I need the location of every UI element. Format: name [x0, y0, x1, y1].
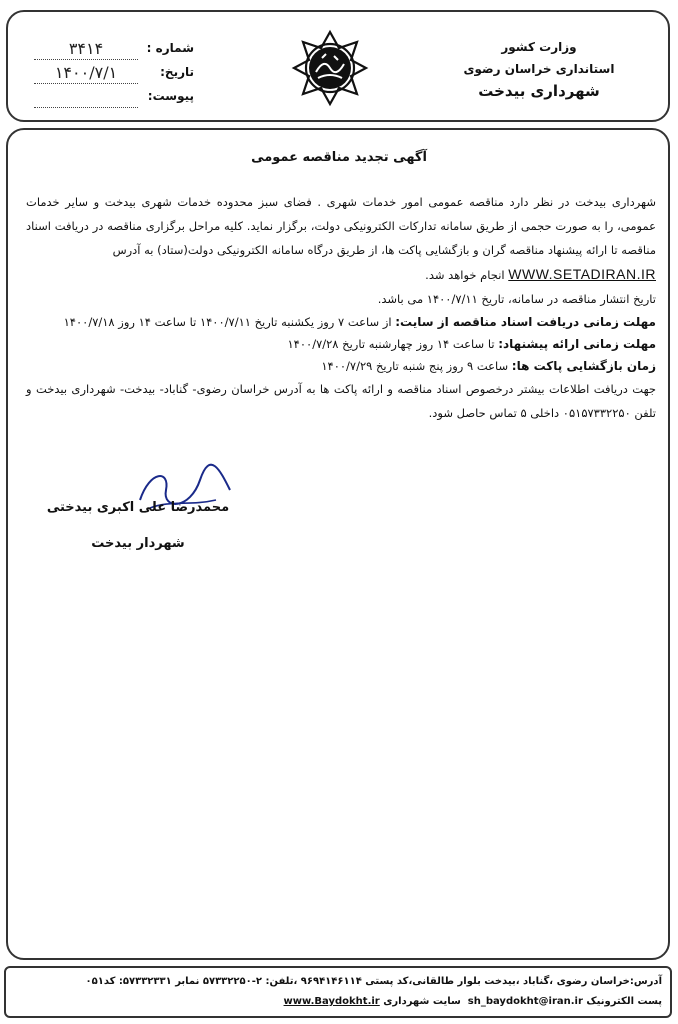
document-body	[26, 190, 656, 425]
footer-contacts	[16, 992, 662, 1012]
schedule-documents	[26, 311, 656, 333]
municipality-name: شهرداری بیدخت	[478, 82, 600, 100]
schedule-opening	[26, 355, 656, 377]
ministry-name: وزارت کشور	[501, 40, 577, 54]
number-row	[34, 36, 194, 60]
date-label: تاریخ:	[160, 65, 194, 79]
footer-address: آدرس:خراسان رضوی ،گناباد ،بیدخت بلوار طالقانی،کد پستی ۹۶۹۴۱۴۶۱۱۴ ،تلفن: ۲-۵۷۳۳۲۲۵۰ نمابر ۵۷۳۳۲۳۳۱: کد۰۵۱	[85, 976, 662, 987]
date-value: ۱۴۰۰/۷/۱	[34, 63, 138, 84]
schedule-proposal	[26, 333, 656, 355]
signer-role: شهردار بیدخت	[91, 536, 185, 551]
footer-site-link[interactable]: www.Baydokht.ir	[283, 996, 380, 1007]
intro-end: انجام خواهد شد.	[425, 268, 505, 282]
municipality-emblem-icon	[290, 28, 370, 108]
signer-name: محمدرضا علی اکبری بیدختی	[46, 500, 230, 515]
number-value: ۳۴۱۴	[34, 39, 138, 60]
schedule	[26, 311, 656, 377]
footer-site-label: سایت شهرداری	[383, 996, 461, 1007]
schedule-proposal-label: مهلت زمانی ارائه پیشنهاد:	[498, 337, 656, 351]
document-title: آگهی تجدید مناقصه عمومی	[251, 150, 427, 165]
attachment-label: پیوست:	[147, 89, 194, 103]
paragraph-publish-date: تاریخ انتشار مناقصه در سامانه، تاریخ ۱۴۰۰/۷/۱۱ می باشد.	[377, 292, 656, 306]
governorate-name: استانداری خراسان رضوی	[463, 62, 615, 76]
number-label: شماره :	[146, 41, 194, 55]
schedule-proposal-text: تا ساعت ۱۴ روز چهارشنبه تاریخ ۱۴۰۰/۷/۲۸	[287, 337, 495, 351]
date-row	[34, 60, 194, 84]
attachment-value	[34, 87, 138, 108]
setad-site-link[interactable]: WWW.SETADIRAN.IR	[508, 266, 656, 282]
signature-block	[38, 490, 238, 562]
footer-email-label: پست الکترونیک	[586, 996, 662, 1007]
schedule-documents-text: از ساعت ۷ روز یکشنبه تاریخ ۱۴۰۰/۷/۱۱ تا ساعت ۱۴ روز ۱۴۰۰/۷/۱۸	[63, 315, 392, 329]
paragraph-contact: جهت دریافت اطلاعات بیشتر درخصوص اسناد مناقصه و ارائه پاکت ها به آدرس خراسان رضوی- گناباد- بیدخت- شهرداری بیدخت و تلفن ۰۵۱۵۷۳۳۲۲۵۰ داخلی ۵ تماس حاصل شود.	[26, 382, 656, 420]
ministry-block	[444, 36, 634, 102]
intro-text: شهرداری بیدخت در نظر دارد مناقصه عمومی امور خدمات شهری . فضای سبز محدوده خدمات شهری بیدخت و سایر خدمات عمومی، را به صورت حجمی از طریق سامانه تدارکات الکترونیکی دولت، برگزار نماید. کلیه مراحل برگزاری مناقصه در دریافت اسناد مناقصه تا ارائه پیشنهاد مناقصه گران و بازگشایی پاکت ها، از طریق درگاه سامانه الکترونیکی دولت(ستاد) به آدرس	[26, 195, 656, 257]
schedule-documents-label: مهلت زمانی دریافت اسناد مناقصه از سایت:	[395, 315, 656, 329]
schedule-opening-label: زمان بازگشایی پاکت ها:	[511, 359, 656, 373]
attachment-row	[34, 84, 194, 108]
footer-email[interactable]: sh_baydokht@iran.ir	[467, 996, 583, 1007]
footer	[16, 972, 662, 1012]
schedule-opening-text: ساعت ۹ روز پنج شنبه تاریخ ۱۴۰۰/۷/۲۹	[321, 359, 509, 373]
paragraph-intro	[26, 190, 656, 287]
reference-block	[34, 36, 194, 108]
